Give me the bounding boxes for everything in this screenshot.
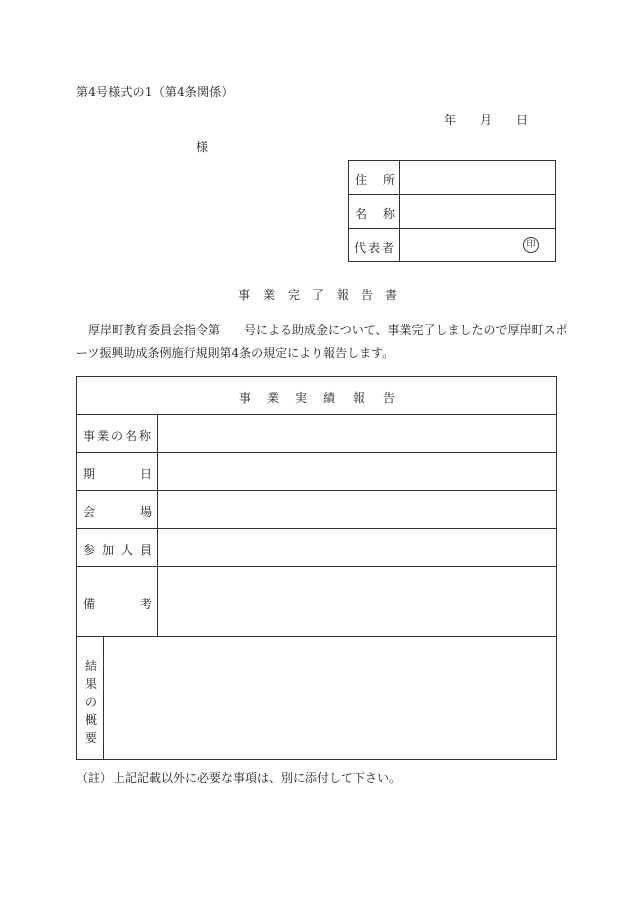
date-month-label: 月 <box>480 113 493 127</box>
venue-row <box>77 491 556 529</box>
form-number: 第4号様式の1（第4条関係） <box>76 85 234 99</box>
result-summary-row <box>77 637 556 759</box>
table-header-row: 事 業 実 績 報 告 <box>77 377 556 415</box>
applicant-box <box>348 160 556 262</box>
project-name-row <box>77 415 556 453</box>
applicant-name-row <box>349 195 555 229</box>
body-paragraph: 厚岸町教育委員会指令第 号による助成金について、事業完了しましたので厚岸町スポーツ振興助成条例施行規則第4条の規定により報告します。 <box>76 323 568 360</box>
note-text: 上記記載以外に必要な事項は、別に添付して下さい。 <box>113 771 402 785</box>
date-year-label: 年 <box>444 113 457 127</box>
addressee-suffix: 様 <box>196 140 209 154</box>
seal-mark: 印 <box>523 237 539 253</box>
performance-report-table <box>76 376 557 760</box>
remarks-row <box>77 567 556 637</box>
note-prefix: （註） <box>76 771 113 785</box>
applicant-name-label: 名 称 <box>349 195 400 228</box>
applicant-address-row <box>349 161 555 195</box>
period-row <box>77 453 556 491</box>
participants-label: 参 加 人 員 <box>77 529 158 566</box>
remarks-label: 備 考 <box>77 567 158 636</box>
result-summary-label: 結 果 の 概 要 <box>77 637 104 759</box>
period-label: 期 日 <box>77 453 158 490</box>
date-day-label: 日 <box>516 113 529 127</box>
applicant-representative-row <box>349 229 555 262</box>
project-name-label: 事 業 の 名 称 <box>77 415 158 452</box>
applicant-address-label: 住 所 <box>349 161 400 194</box>
applicant-representative-label: 代 表 者 <box>349 229 400 262</box>
participants-row <box>77 529 556 567</box>
venue-label: 会 場 <box>77 491 158 528</box>
